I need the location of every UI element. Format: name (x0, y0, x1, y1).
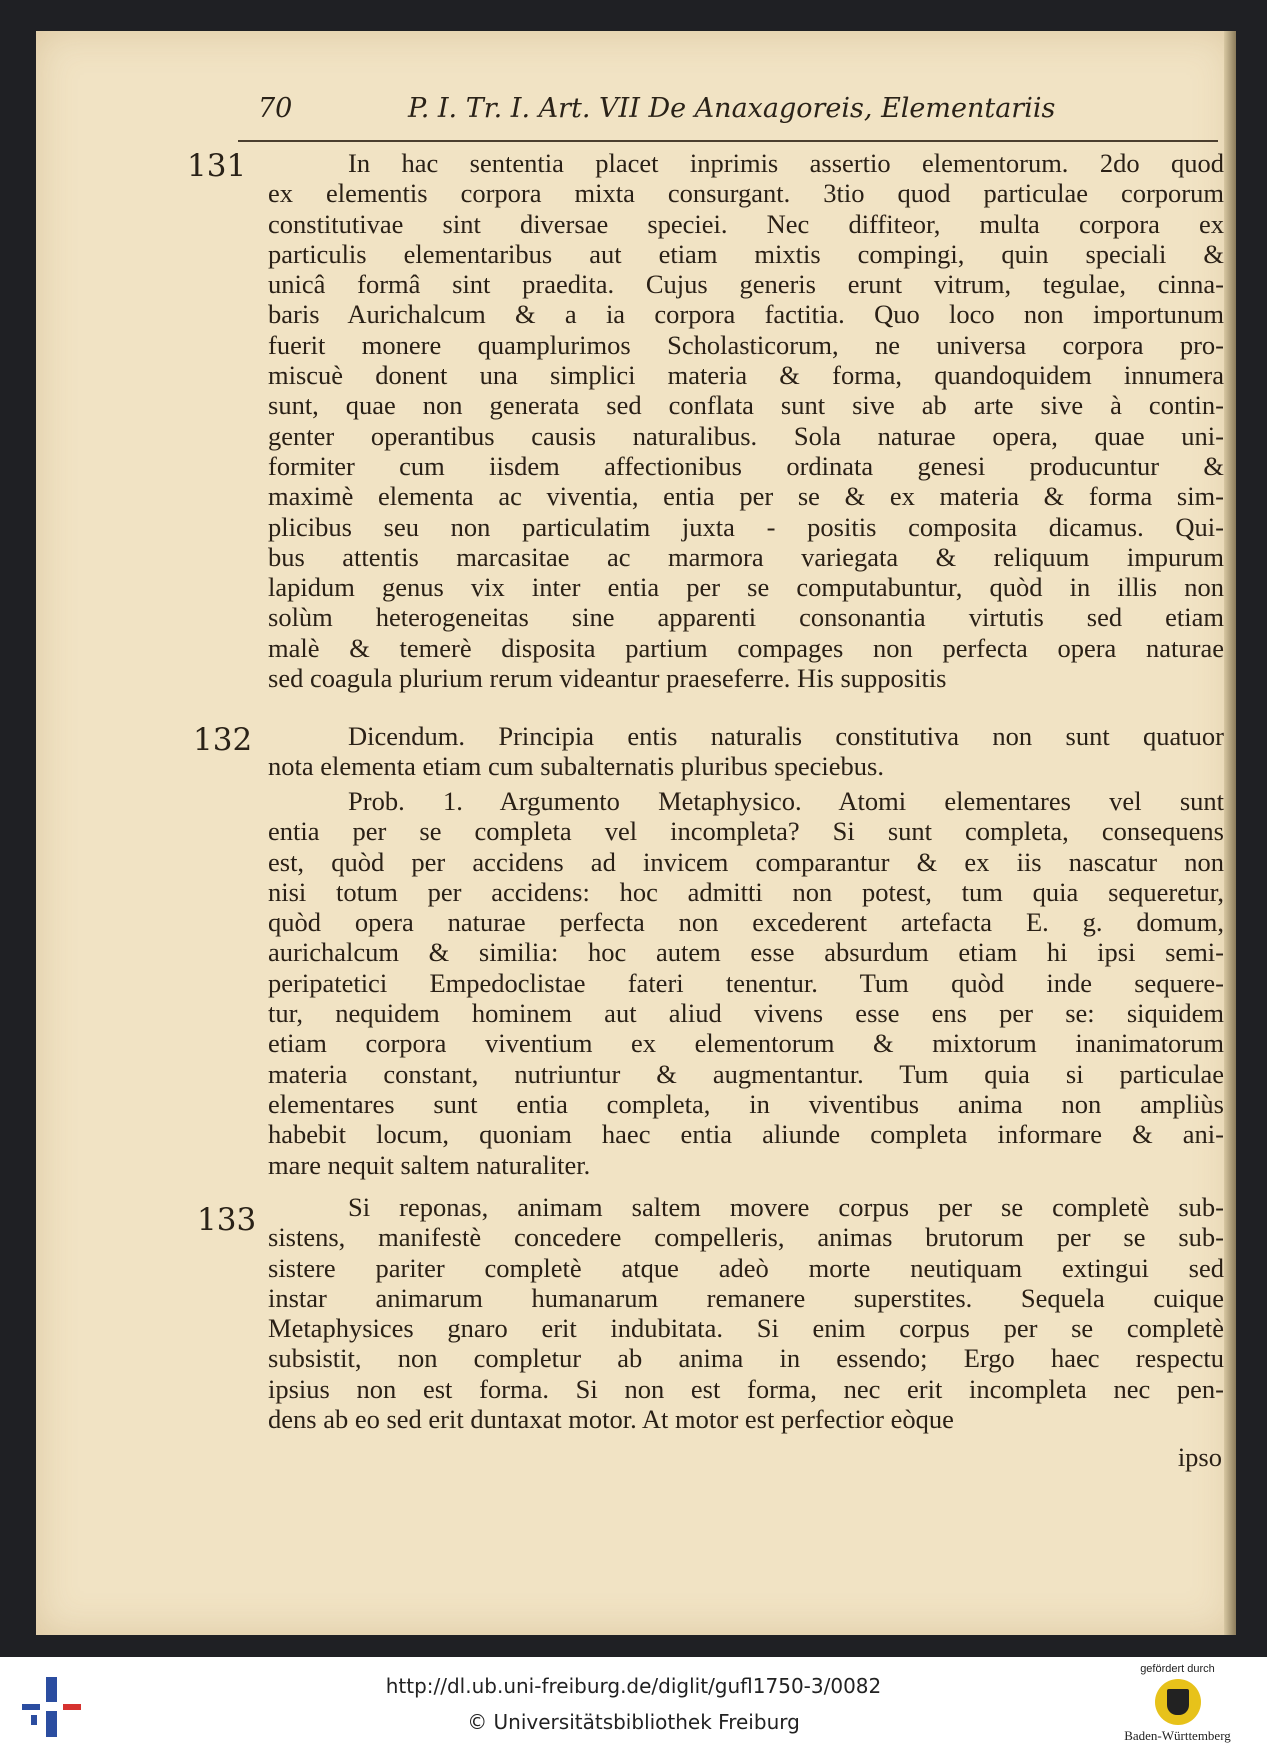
text-line: ipsius non est forma. Si non est forma, nec erit incompleta nec pen- (268, 1373, 1224, 1404)
sponsor-block (1095, 1663, 1260, 1745)
margin-number-131: 131 (187, 148, 247, 184)
text-line: instar animarum humanarum remanere superstites. Sequela cuique (268, 1282, 1224, 1313)
text-line: peripatetici Empedoclistae fateri tenentur. Tum quòd inde sequere- (268, 967, 1224, 998)
text-line: tur, nequidem hominem aut aliud vivens esse ens per se: siquidem (268, 998, 1224, 1029)
text-line: baris Aurichalcum & a ia corpora factitia. Quo loco non importunum (268, 299, 1224, 330)
text-line: dens ab eo sed erit duntaxat motor. At motor est perfectior eòque (268, 1404, 954, 1435)
text-line: nisi totum per accidens: hoc admitti non potest, tum quia sequeretur, (268, 876, 1224, 907)
text-line: quòd opera naturae perfecta non excederent artefacta E. g. domum, (268, 907, 1224, 938)
state-emblem-icon (1155, 1679, 1201, 1725)
text-line: lapidum genus vix inter entia per se computabuntur, quòd in illis non (268, 572, 1224, 603)
running-title: P. I. Tr. I. Art. VII De Anaxagoreis, Elementariis (408, 93, 1056, 124)
text-line: fuerit monere quamplurimos Scholasticorum, ne universa corpora pro- (268, 329, 1224, 360)
text-line: aurichalcum & similia: hoc autem esse absurdum etiam hi ipsi semi- (268, 937, 1224, 968)
text-line: habebit locum, quoniam haec entia aliunde completa informare & ani- (268, 1119, 1224, 1150)
text-line: mare nequit saltem naturaliter. (268, 1149, 591, 1180)
running-head (220, 63, 1170, 133)
catchword: ipso (1177, 1442, 1222, 1472)
header-rule (238, 140, 1218, 142)
page-number: 70 (258, 93, 293, 124)
text-line: unicâ formâ sint praedita. Cujus generis erunt vitrum, tegulae, cinna- (268, 269, 1224, 300)
text-line: plicibus seu non particulatim juxta - positis composita dicamus. Qui- (268, 511, 1224, 542)
text-line: In hac sententia placet inprimis assertio elementorum. 2do quod (348, 148, 1224, 178)
text-line: Metaphysices gnaro erit indubitata. Si enim corpus per se completè (268, 1313, 1224, 1344)
text-line: constitutivae sint diversae speciei. Nec diffiteor, multa corpora ex (268, 208, 1224, 239)
text-line: elementares sunt entia completa, in viventibus anima non ampliùs (268, 1088, 1224, 1119)
source-url[interactable]: http://dl.ub.uni-freiburg.de/diglit/gufl1750-3/0082 (385, 1674, 882, 1698)
paragraph-132-proof (268, 786, 1224, 1180)
text-line: Si reponas, animam saltem movere corpus per se completè sub- (348, 1192, 1224, 1222)
text-line: malè & temerè disposita partium compages non perfecta opera naturae (268, 632, 1224, 663)
text-line: sed coagula plurium rerum videantur praeseferre. His suppositis (268, 663, 947, 694)
footer-bar (0, 1657, 1267, 1748)
text-line: genter operantibus causis naturalibus. Sola naturae opera, quae uni- (268, 420, 1224, 451)
text-line: entia per se completa vel incompleta? Si sunt completa, consequens (268, 816, 1224, 847)
text-line: solùm heterogeneitas sine apparenti consonantia virtutis sed etiam (268, 602, 1224, 633)
text-line: maximè elementa ac viventia, entia per se & ex materia & forma sim- (268, 481, 1224, 512)
sponsor-name: Baden-Württemberg (1124, 1728, 1231, 1743)
paragraph-132 (268, 721, 1224, 782)
copyright-notice: © Universitätsbibliothek Freiburg (467, 1710, 800, 1734)
text-line: Prob. 1. Argumento Metaphysico. Atomi elementares vel sunt (348, 786, 1224, 816)
text-line: nota elementa etiam cum subalternatis pluribus speciebus. (268, 751, 884, 782)
margin-number-133: 133 (197, 1202, 257, 1238)
text-line: materia constant, nutriuntur & augmentantur. Tum quia si particulae (268, 1058, 1224, 1089)
text-line: sistere pariter completè atque adeò morte neutiquam extingui sed (268, 1252, 1224, 1283)
text-line: formiter cum iisdem affectionibus ordinata genesi producuntur & (268, 450, 1224, 481)
text-line: Dicendum. Principia entis naturalis constitutiva non sunt quatuor (348, 721, 1224, 751)
text-line: miscuè donent una simplici materia & forma, quandoquidem innumera (268, 360, 1224, 391)
text-line: etiam corpora viventium ex elementorum & mixtorum inanimatorum (268, 1028, 1224, 1059)
text-line: ex elementis corpora mixta consurgant. 3tio quod particulae corporum (268, 178, 1224, 209)
paragraph-133 (268, 1192, 1224, 1434)
text-line: subsistit, non completur ab anima in essendo; Ergo haec respectu (268, 1343, 1224, 1374)
text-line: est, quòd per accidens ad invicem comparantur & ex iis nascatur non (268, 846, 1224, 877)
paragraph-131 (268, 148, 1224, 693)
margin-number-132: 132 (193, 722, 253, 758)
page-edge (1224, 31, 1236, 1635)
text-line: bus attentis marcasitae ac marmora variegata & reliquum impurum (268, 541, 1224, 572)
sponsor-caption: gefördert durch (1140, 1663, 1215, 1675)
text-line: particulis elementaribus aut etiam mixtis compingi, quin speciali & (268, 238, 1224, 269)
text-line: sunt, quae non generata sed conflata sunt sive ab arte sive à contin- (268, 390, 1224, 421)
text-line: sistens, manifestè concedere compelleris, animas brutorum per se sub- (268, 1222, 1224, 1253)
